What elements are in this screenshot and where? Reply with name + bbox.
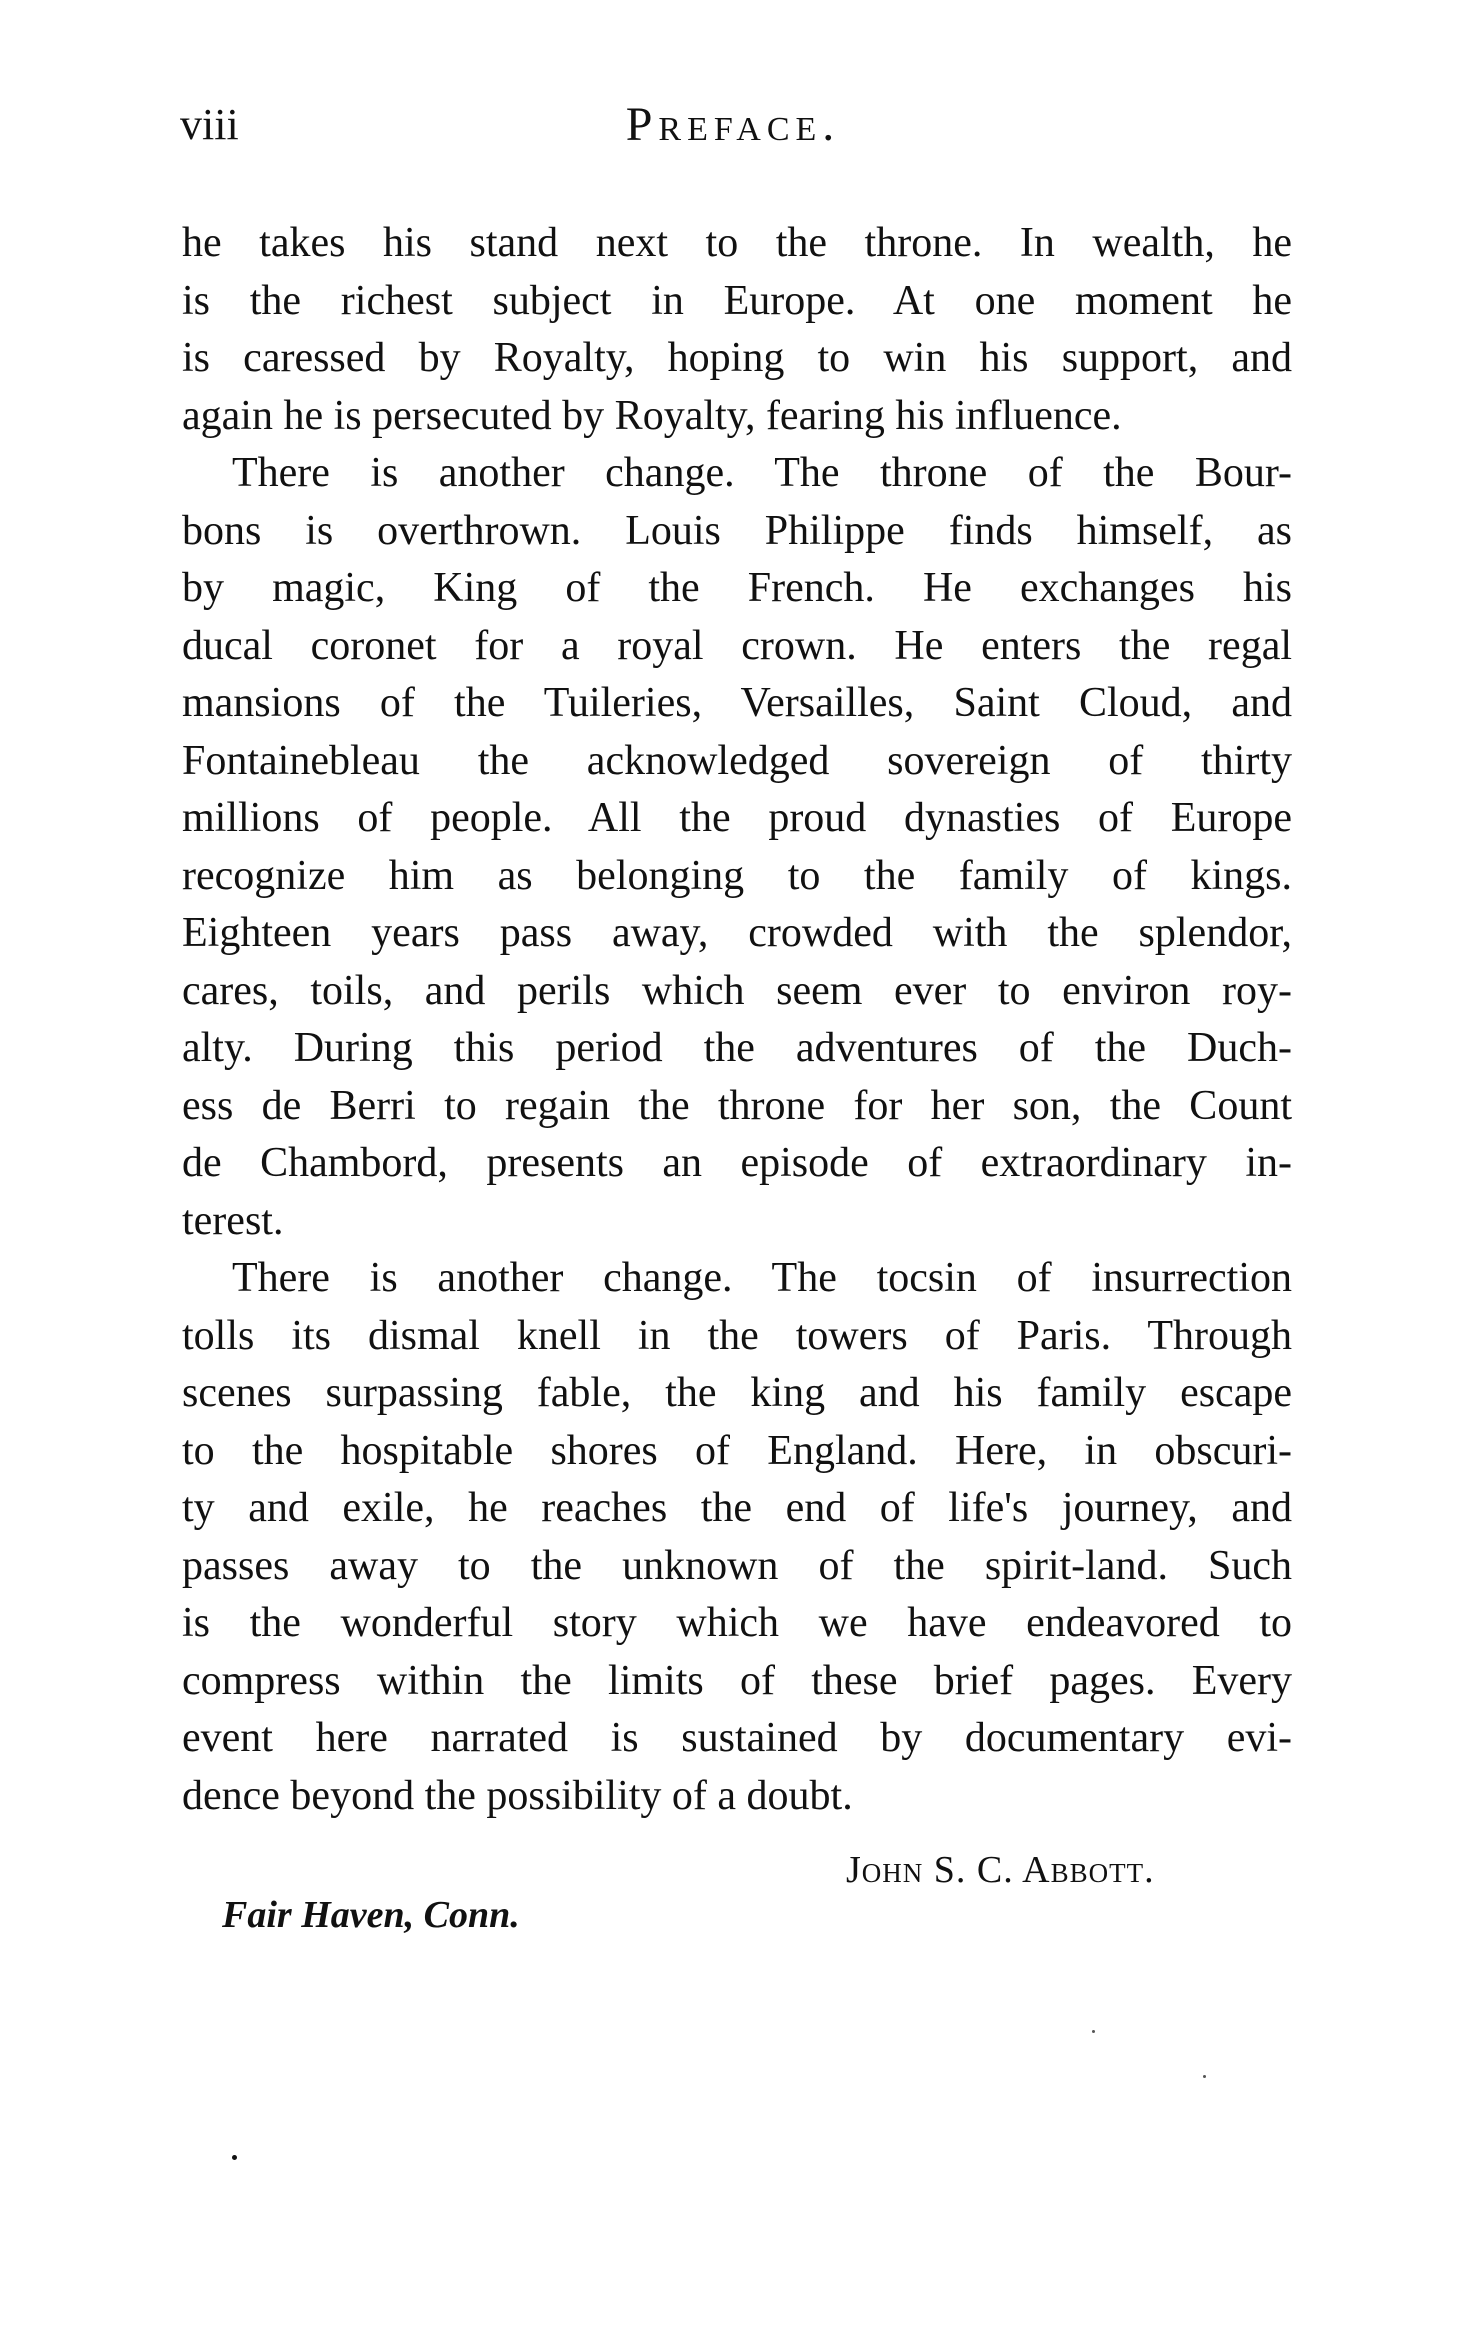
text-line: ess de Berri to regain the throne for her son, the Count (182, 1082, 1292, 1129)
text-line: event here narrated is sustained by documentary evi- (182, 1715, 1292, 1761)
text-line: by magic, King of the French. He exchanges his (182, 565, 1292, 611)
print-speck (1203, 2075, 1206, 2078)
place-line: Fair Haven, Conn. (222, 1894, 520, 1936)
text-line: dence beyond the possibility of a doubt. (182, 1772, 853, 1819)
text-line: ty and exile, he reaches the end of life's journey, and (182, 1485, 1292, 1531)
text-line: passes away to the unknown of the spirit-land. Such (182, 1542, 1292, 1589)
text-line: mansions of the Tuileries, Versailles, Saint Cloud, and (182, 680, 1292, 726)
text-line: is the richest subject in Europe. At one moment he (182, 277, 1292, 324)
text-line: again he is persecuted by Royalty, fearing his influence. (182, 392, 1122, 439)
text-line: cares, toils, and perils which seem ever to environ roy- (182, 967, 1292, 1014)
page-title: Preface. (625, 98, 841, 151)
text-line: is the wonderful story which we have endeavored to (182, 1600, 1292, 1646)
text-line: There is another change. The throne of the Bour- (232, 450, 1292, 496)
text-line: Fontainebleau the acknowledged sovereign of thirty (182, 737, 1292, 784)
print-speck (232, 2155, 237, 2160)
author-signature: John S. C. Abbott. (846, 1849, 1155, 1891)
text-line: he takes his stand next to the throne. In wealth, he (182, 220, 1292, 266)
text-line: scenes surpassing fable, the king and his family escape (182, 1370, 1292, 1416)
print-speck (1092, 2030, 1095, 2033)
text-line: millions of people. All the proud dynasties of Europe (182, 795, 1292, 841)
text-line: de Chambord, presents an episode of extraordinary in- (182, 1140, 1292, 1186)
text-line: Eighteen years pass away, crowded with the splendor, (182, 910, 1292, 956)
text-line: to the hospitable shores of England. Here, in obscuri- (182, 1427, 1292, 1474)
text-line: alty. During this period the adventures of the Duch- (182, 1025, 1292, 1071)
text-line: recognize him as belonging to the family of kings. (182, 852, 1292, 899)
text-line: compress within the limits of these brief pages. Every (182, 1657, 1292, 1704)
text-line: is caressed by Royalty, hoping to win his support, and (182, 335, 1292, 381)
text-line: bons is overthrown. Louis Philippe finds himself, as (182, 507, 1292, 554)
text-line: terest. (182, 1197, 284, 1244)
text-line: ducal coronet for a royal crown. He enters the regal (182, 622, 1292, 669)
text-line: There is another change. The tocsin of insurrection (232, 1255, 1292, 1301)
text-line: tolls its dismal knell in the towers of Paris. Through (182, 1312, 1292, 1359)
page-number: viii (180, 100, 239, 149)
